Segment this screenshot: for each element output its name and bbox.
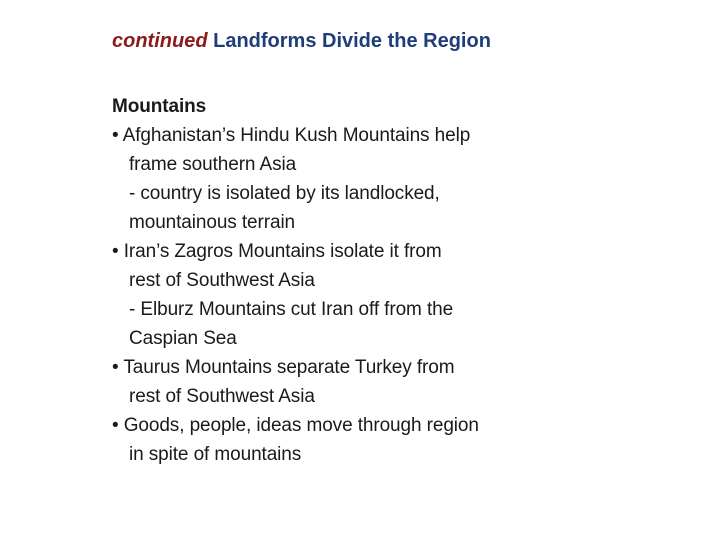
bullet-line: • Iran’s Zagros Mountains isolate it from (112, 241, 442, 262)
bullet-continuation: rest of Southwest Asia (129, 270, 315, 291)
bullet-continuation: rest of Southwest Asia (129, 386, 315, 407)
bullet-line: • Afghanistan’s Hindu Kush Mountains help (112, 125, 471, 146)
bullet-line: • Goods, people, ideas move through region (112, 415, 479, 436)
bullet-continuation: frame southern Asia (129, 154, 297, 175)
sub-point-continuation: Caspian Sea (129, 328, 237, 349)
title-main: Landforms Divide the Region (213, 30, 491, 52)
bullet-continuation: in spite of mountains (129, 444, 302, 465)
sub-point-line: - Elburz Mountains cut Iran off from the (129, 299, 454, 320)
slide-body (112, 92, 672, 469)
slide-title (112, 28, 491, 54)
sub-point-line: - country is isolated by its landlocked, (129, 183, 440, 204)
section-heading: Mountains (112, 96, 207, 117)
title-continued: continued (112, 30, 208, 52)
bullet-line: • Taurus Mountains separate Turkey from (112, 357, 455, 378)
sub-point-continuation: mountainous terrain (129, 212, 296, 233)
